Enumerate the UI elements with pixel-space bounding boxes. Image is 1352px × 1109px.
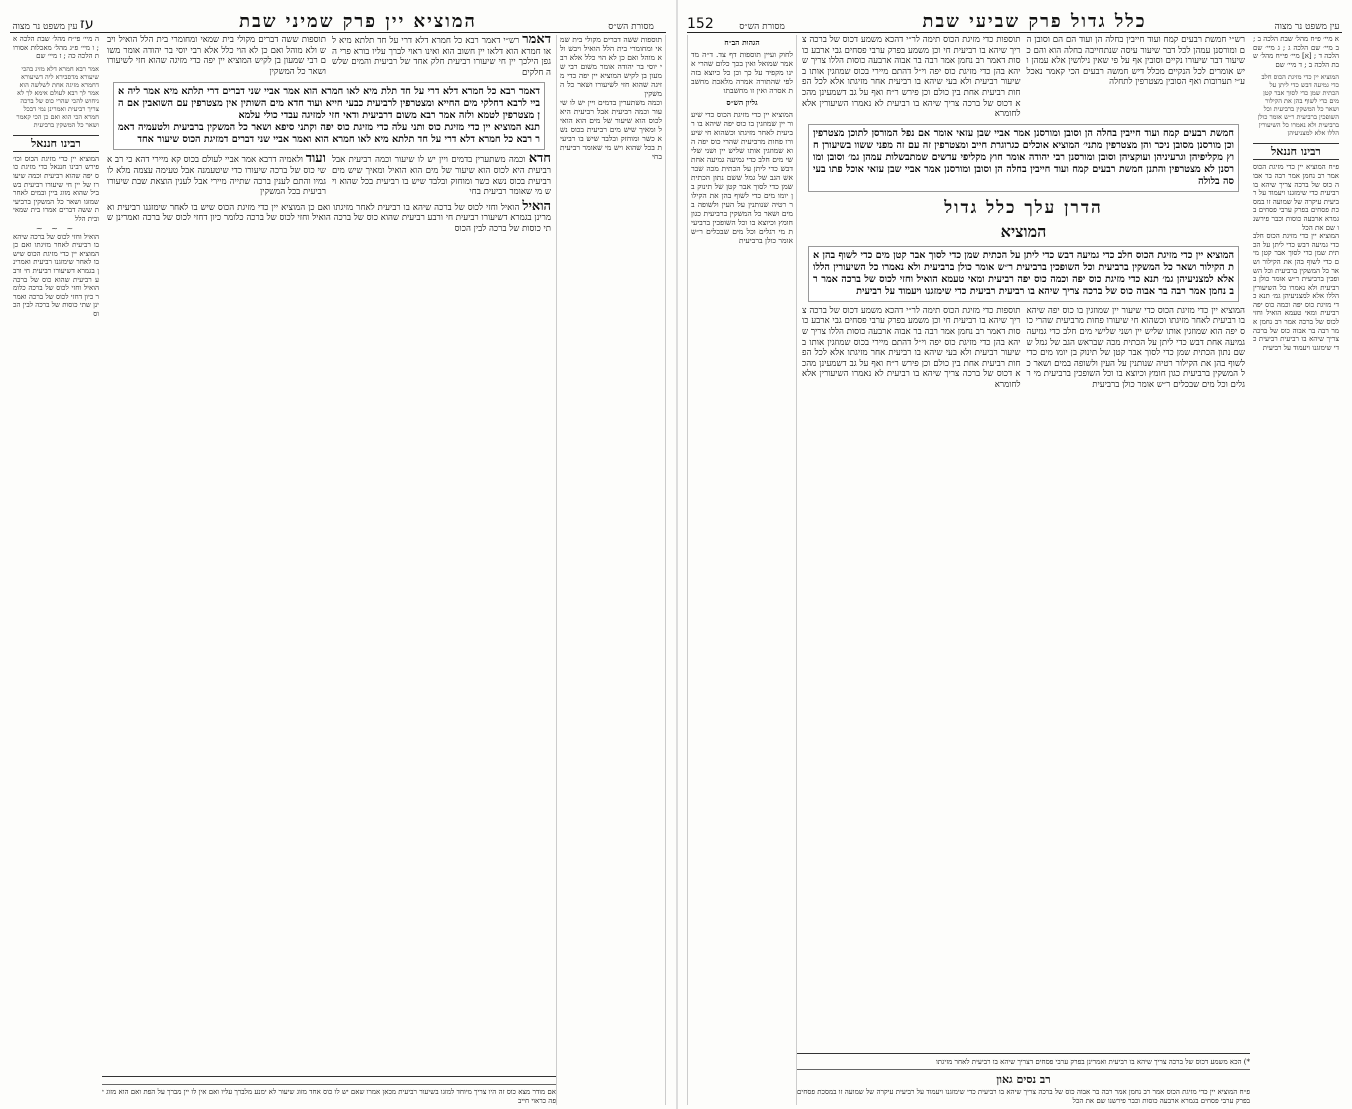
- dibbur-hamatchil-4: הואיל: [522, 198, 551, 214]
- left-lower-rashi-text: הואיל וחזי לכוס של ברכה שיהא בו רביעית לאחר מזיגתו ואם כן המוציא יין כדי מזיגת הכוס שיש בו לאחר שימזגנו רביעית ואמרינן בגמרא דשיעורו רביעית חי ורבע רביעית שהוא כוס של ברכה הואיל וחזי לכוס של ברכה כלומר כיון דחזי לכוס של ברכה ואמרינן שתי כוסות של ברכה לבין הכוס: [107, 202, 551, 234]
- left-mid-rashi: [332, 151, 551, 198]
- right-rabbeinu-chananel-text: פ״ח המוציא יין כדי מזיגת הכוס אמר רב נחמן אמר רבה בר אבוה כוס של ברכה צריך שיהא בו רביעית כדי שימזגנו ויעמוד על רביעית עיקרה של שמועה זו במסכת פסחים בפרק ערבי פסחים בגמרא ארבעה כוסות וכבר פירשנו שם את הכל: [1253, 163, 1339, 232]
- left-rabbeinu-chananel-text: המוציא יין כדי מזיגת הכוס וכו׳ פירש רבינו חננאל כדי מזיגת כוס יפה שהוא רביעית וכמה שיעורו של יין חי שיעורו רביעית בשביל שהוא מזוג ביין ובמים לאחר שמזגו ושאר כל המשקין ברביעית ששה דברים אמרו בית שמאי ובית הלל: [13, 154, 99, 223]
- right-inner-column-more: המוציא יין כדי מזיגת הכוס כדי שיעור יין שמוזגין בו כוס יפה שיהא בו רביעית לאחר מזיגתו וכשהוא חי שיעורו פחות מרביעית שהרי כוס יפה הוא שמוזגין אותו שליש יין ושני שלישי מים חלב כדי גמיעה גמיעה אחת דבש כדי ליתן על הכתית מכה שבראש הגב של גמל ששם נתון הכתית שמן כדי לסוך אבר קטן של תינוק בן יומו מים כדי לשוף בהן את הקילור רטיה שנותנין על העין ולשופה במים ושאר כל המשקין ברביעית כגון חומץ וכיוצא בו וכל השופכין ברביעית מי רגלים וכל מים שבכלים ר״ש אומר כולן ברביעית: [691, 110, 793, 245]
- right-divider: [797, 1069, 1250, 1070]
- left-gemara-block: [113, 82, 545, 150]
- hadran-heading: הדרן עלך כלל גדול: [944, 197, 1103, 218]
- left-mid-rashi-text: וכמה משתערין בדמים ויין יש לו שיעור וכמה רביעית אבל רביעית היא לכוס הוא שיעור של מים הוא הואיל ומאיך שיש מים רביעית בכוס נשא כשר ומוחזק ובלבד שיש בו רביעית בכל שהוא ויש מי שאומר רביעית בחי: [332, 155, 551, 198]
- right-lower-tosafot: תוספות כדי מזיגת הכוס תימה לר״י דהכא משמע דכוס של ברכה צריך שיהא בו רביעית חי וכן משמע בפרק ערבי פסחים גבי ארבע כוסות דאמר רב נחמן אמר רבה בר אבוה ארבעה כוסות הללו צריך שיהא בהן כדי מזיגת כוס יפה וי״ל דהתם מיירי בכוס שמוזגין אותו בשיעור רביעית ולא בעי שיהא בו רביעית אחר מזיגתו אלא לכל הפחות רביעית אחת בין כולם וכן פירש ר״ח ואף על גב דשמעינן מהכא דכוס של ברכה צריך שיהא בו רביעית לא נאמרו השיעורין אלא לחומרא: [802, 305, 1021, 390]
- right-inner-column: [687, 35, 797, 1105]
- right-outer-column-text: המוציא יין כדי מזיגת הכוס חלב כדי גמיעה דבש כדי ליתן על הכתית שמן כדי לסוך אבר קטן מים כדי לשוף בהן את הקילור ושאר כל המשקין ברביעית וכל השופכין ברביעית ר״ש אומר כולן ברביעית ולא נאמרו כל השיעורין הללו אלא למצניעיהן: [1257, 73, 1339, 138]
- right-inner-column-text: לחוק ועיין תוספות דף צד. ד״ה מדאמר שמואל ואין בכך כלום שהרי אינו מקפיד על כך וכן כל כיוצא בזה לפי שהתורה אמרה מלאכת מחשבת אסרה ואין זו מחשבתו: [691, 50, 793, 95]
- left-outer-column-text: אמר רבא חמרא דלא מזיג בהכי שיעורא מדסבירא ליה דשיעורא דחמרא מזיגה אחת לשלשה הוא אמר לך רבא לעולם אימא לך לא ניחוש להכי שהרי כוס של ברכה צריך רביעית ואמרינן נמי דבכל חמרא הכי הוא ואם כן הכי קאמר ושאר כל המשקין ברביעית: [16, 64, 99, 129]
- left-top-commentaries: [107, 32, 551, 78]
- left-header-side-inner: מסורת הש״ס: [608, 22, 654, 32]
- rav-nissim-text: פ״ח המוציא יין כדי מזיגת הכוס אמר רב נחמן אמר רבה בר אבוה כוס של ברכה צריך שיהא בו רביעית כדי שימזגנו ויעמוד על רביעית עיקרה של שמועה זו במסכת פסחים בפרק ערבי פסחים בגמרא ארבעה כוסות וכבר פירשנו שם את הכל: [797, 1088, 1250, 1105]
- left-outer-continued: הואיל וחזי לכוס של ברכה שיהא בו רביעית לאחר מזיגתו ואם כן המוציא יין כדי מזיגת הכוס שיש בו לאחר שימזגנו רביעית ואמרינן בגמרא דשיעורו רביעית חי ורבע רביעית שהוא כוס של ברכה הואיל וחזי לכוס של ברכה כלומר כיון דחזי לכוס של ברכה ואמרינן שתי כוסות של ברכה לבין הכוס: [13, 232, 99, 318]
- folio-number: עז: [80, 16, 94, 32]
- right-top-tosafot: תוספות כדי מזיגת הכוס תימה לר״י דהכא משמע דכוס של ברכה צריך שיהא בו רביעית חי וכן משמע בפרק ערבי פסחים גבי ארבע כוסות דאמר רב נחמן אמר רבה בר אבוה ארבעה כוסות הללו צריך שיהא בהן כדי מזיגת כוס יפה וי״ל דהתם מיירי בכוס שמוזגין אותו בשיעור רביעית ולא בעי שיהא בו רביעית אחר מזיגתו אלא לכל הפחות רביעית אחת בין כולם וכן פירש ר״ח ואף על גב דשמעינן מהכא דכוס של ברכה צריך שיהא בו רביעית לא נאמרו השיעורין אלא לחומרא: [802, 35, 1021, 120]
- left-top-rashi: [332, 32, 551, 78]
- left-lower-rashi: [107, 198, 551, 235]
- right-page-title: כלל גדול פרק שביעי שבת: [922, 11, 1147, 32]
- right-top-commentaries: [802, 35, 1245, 120]
- left-footnote: אם מודר מצא כוס זה היו צריך מיוחד למזגו בשיעור רביעית מכאן אמרו שאם יש לו כוס אחד מזוג שיעור לא ימנע מלברך עליו ואם אין לו יין מברך על הפת ואם הוא מזוג יפה כראוי חייב: [102, 1088, 556, 1105]
- right-mishnah-block: [808, 246, 1239, 302]
- right-hagahot-label: הגהות הב״ח: [724, 38, 760, 47]
- left-page-title: המוציא יין פרק שמיני שבת: [239, 11, 477, 32]
- left-outer-notes: ה מיי׳ פי״ח מהל׳ שבת הלכה א ; ו מיי׳ פ״ג מהל׳ מאכלות אסורות הלכה כה ; ז מיי׳ שם: [13, 35, 99, 61]
- left-outer-column: [10, 35, 102, 1105]
- left-header-side-outer: עין משפט נר מצוה: [12, 22, 78, 32]
- left-divider: [102, 1084, 556, 1085]
- left-inner-column-more: וכמה משתערין בדמים ויין יש לו שיעור וכמה רביעית אבל רביעית היא לכוס הוא שיעור של מים הוא הואיל ומאיך שיש מים רביעית בכוס נשא כשר ומוחזק ובלבד שיש בו רביעית בכל שהוא ויש מי שאומר רביעית בחי: [560, 98, 662, 161]
- left-mid-tosafot-text: ולאמיה דרבא אמר אביי לעולם בכוס קא מיירי דהא כי רב אשי כוס של ברכה שיעורו כדי שיטעמנה אבל טעימה עצמה מלא לוגמיו והתם לענין ברכה שתייה מיירי אבל לענין הוצאת שבת שיעורו רביעית בכל המשקין: [107, 155, 326, 198]
- left-top-rashi-text: רש״י דאמר רבא כל חמרא דלא דרי על חד תלתא מיא לאו חמרא הוא דלאו יין חשוב הוא ואינו ראוי לברך עליו בורא פרי הגפן הילכך יין חי שיעורו רביעית חלק אחד של רביעית והמים שלשה חלקים: [332, 36, 551, 78]
- right-main-column: [797, 35, 1250, 1105]
- dibbur-hamatchil-2: חדא: [528, 151, 551, 167]
- right-header-side-outer: עין משפט נר מצוה: [1274, 22, 1340, 32]
- left-ornament: ~ ~ ~: [35, 223, 77, 233]
- right-outer-continued: המוציא יין כדי מזיגת הכוס חלב כדי גמיעה דבש כדי ליתן על הכתית שמן כדי לסוך אבר קטן מים כדי לשוף בהן את הקילור ושאר כל המשקין ברביעית וכל השופכין ברביעית ר״ש אומר כולן ברביעית ולא נאמרו כל השיעורין הללו אלא למצניעיהן גמ׳ תנא כדי מזיגת כוס יפה וכמה כוס יפה רביעית ומאי טעמא הואיל וחזי לכוס של ברכה אמר רב נחמן אמר רבה בר אבוה כוס של ברכה צריך שיהא בו רביעית רביעית כדי שימזגנו ויעמוד על רביעית: [1253, 232, 1339, 352]
- left-top-tosafot: [107, 35, 326, 78]
- dibbur-hamatchil-3: ועוד: [305, 151, 326, 167]
- left-mid-tosafot: [107, 151, 326, 198]
- page-number: 152: [687, 16, 714, 32]
- left-inner-column: [556, 35, 666, 1105]
- right-rabbeinu-chananel-heading: רבינו חננאל: [1253, 143, 1339, 160]
- right-top-rashi: רש״י חמשת רבעים קמח ועוד חייבין בחלה הן ועוד הם הם וסובן הם ומורסנן עמהן לכל דבר שיעור עיסה שנתחייבה בחלה הוא והם כשיעור דבר שיעורו נקיים וסובין אף על פי שאין נילושין אלא עמהן ויש אומרים לכל הנקיים מכלל דיש חמשה רבעים הכי קאמר נאכל ע״י תערובות ואף הסובין מצטרפין לתחלה: [1026, 35, 1245, 88]
- right-footnote: *) הכא משמע דכוס של ברכה צריך שיהא בו רביעית ואמרינן בפרק ערבי פסחים דצריך שיהא בו רביעית לאחר מזיגתו: [935, 1057, 1250, 1066]
- left-gemara-text: דאמר רבא כל חמרא דלא דרי על חד תלת מיא לאו חמרא הוא אמר אביי שני דברים דרי תלתא מיא אמר ליה אביי לרבא דחלקי מים החייא ומצטרפין לרביעית כבעי חייא ועוד חדא מים השותין אין מצטרפין עם השואבין אם הן מצטרפין לטמא ולזה אמר רבא משום דרביעית ודאי חזי למזיגה עבדי כולי עלמא: [118, 86, 540, 122]
- left-rabbeinu-chananel-heading: רבינו חננאל: [13, 135, 99, 152]
- right-page-body: [687, 35, 1342, 1105]
- right-page-header: [687, 6, 1342, 33]
- left-bottom-band: [102, 1076, 556, 1105]
- left-page-header: [10, 6, 666, 33]
- dibbur-hamatchil-1: דאמר: [522, 32, 551, 47]
- right-page: [676, 0, 1352, 1109]
- right-bottom-band: [797, 1053, 1250, 1105]
- right-lower-rashi: המוציא יין כדי מזיגת הכוס כדי שיעור יין שמוזגין בו כוס יפה שיהא בו רביעית לאחר מזיגתו וכשהוא חי שיעורו פחות מרביעית שהרי כוס יפה הוא שמוזגין אותו שליש יין ושני שלישי מים חלב כדי גמיעה גמיעה אחת דבש כדי ליתן על הכתית מכה שבראש הגב של גמל ששם נתון הכתית שמן כדי לסוך אבר קטן של תינוק בן יומו מים כדי לשוף בהן את הקילור רטיה שנותנין על העין ולשופה במים ושאר כל המשקין ברביעית כגון חומץ וכיוצא בו וכל השופכין ברביעית מי רגלים וכל מים שבכלים ר״ש אומר כולן ברביעית: [1026, 305, 1245, 390]
- next-chapter-heading: המוציא: [1000, 221, 1047, 241]
- right-lower-commentaries: [802, 306, 1245, 391]
- left-top-tosafot-text: תוספות ששה דברים מקולי בית שמאי ומחומרי בית הלל הואיל ויבש ולא מוהל ואם כן לא הוי כלל אלא רבי יוסי בר יהודה אומר משום רבי שמעון בן לקיש המוציא יין יפה כדי מזיגה שהוא חזי לשיעורו ושאר כל המשקין: [107, 35, 326, 77]
- right-gemara-block: [808, 124, 1239, 192]
- left-page-body: [10, 32, 666, 1105]
- right-header-side-inner: מסורת הש״ס: [739, 22, 785, 32]
- right-outer-notes: א מיי׳ פ״ח מהל׳ שבת הלכה ב ; ב מיי׳ שם הלכה ג ; ג מיי׳ שם הלכה ד ; [א] מיי׳ פי״ח מהל׳ שבת הלכה ב ; ד מיי׳ שם: [1253, 35, 1339, 69]
- left-main-column: [102, 32, 556, 1105]
- left-mid-commentaries: [107, 151, 551, 198]
- left-tanya-text: תנא המוציא יין כדי מזיגת כוס ותני עלה כדי מזיגת כוס יפה וקתני סיפא ושאר כל המשקין ברביעית ולטעמיה דאמר רבא כל חמרא דלא דרי על חד תלתא מיא לאו חמרא הוא ואמר אביי שני דברים דמזיגת הכוס שיעור אחד: [118, 122, 540, 146]
- right-mishnah-text: המוציא יין כדי מזיגת הכוס חלב כדי גמיעה דבש כדי ליתן על הכתית שמן כדי לסוך אבר קטן מים כדי לשוף בהן את הקילור ושאר כל המשקין ברביעית וכל השופכין ברביעית ר״ש אומר כולן ברביעית ולא נאמרו כל השיעורין הללו אלא למצניעיהן גמ׳ תנא כדי מזיגת כוס יפה וכמה כוס יפה רביעית ומאי טעמא הואיל וחזי לכוס של ברכה אמר רב נחמן אמר רבה בר אבוה כוס של ברכה צריך שיהא בו רביעית רביעית כדי שימזגנו ויעמוד על רביעית: [813, 249, 1234, 297]
- book-gutter: [676, 0, 678, 1109]
- right-gilyon-label: גליון הש״ס: [726, 98, 758, 107]
- left-inner-column-text: תוספות ששה דברים מקולי בית שמאי ומחומרי בית הלל הואיל ויבש ולא מוהל ואם כן לא הוי כלל אלא רבי יוסי בר יהודה אומר משום רבי שמעון בן לקיש המוציא יין יפה כדי מזיגה שהוא חזי לשיעורו ושאר כל המשקין: [560, 35, 662, 98]
- right-outer-column: [1250, 35, 1342, 1105]
- rav-nissim-heading: רב נסים גאון: [996, 1073, 1051, 1087]
- right-gemara-text: חמשת רבעים קמח ועוד חייבין בחלה הן וסובן ומורסנן אמר אביי שבן עזאי אומר אם נפל המורסן לתוכן מצטרפין וכן מורסנן מסובן ניכר והן מצטרפין מתני׳ המוציא אוכלים כגרוגרת חייב ומצטרפין זה עם זה מפני ששוו בשיעורן חוץ מקליפיהן וגרעיניהן ועוקציהן וסובן ומורסנן רבי יהודה אומר חוץ מקליפי עדשים שמתבשלות עמהן גמ׳ וסובן ומורסנן לא מצטרפין והתנן חמשת רבעים קמח ועוד חייבין בחלה הן וסובן ומורסנן אמר אביי שבן עזאי אוכל פתו בעיסה בלולה: [813, 127, 1234, 187]
